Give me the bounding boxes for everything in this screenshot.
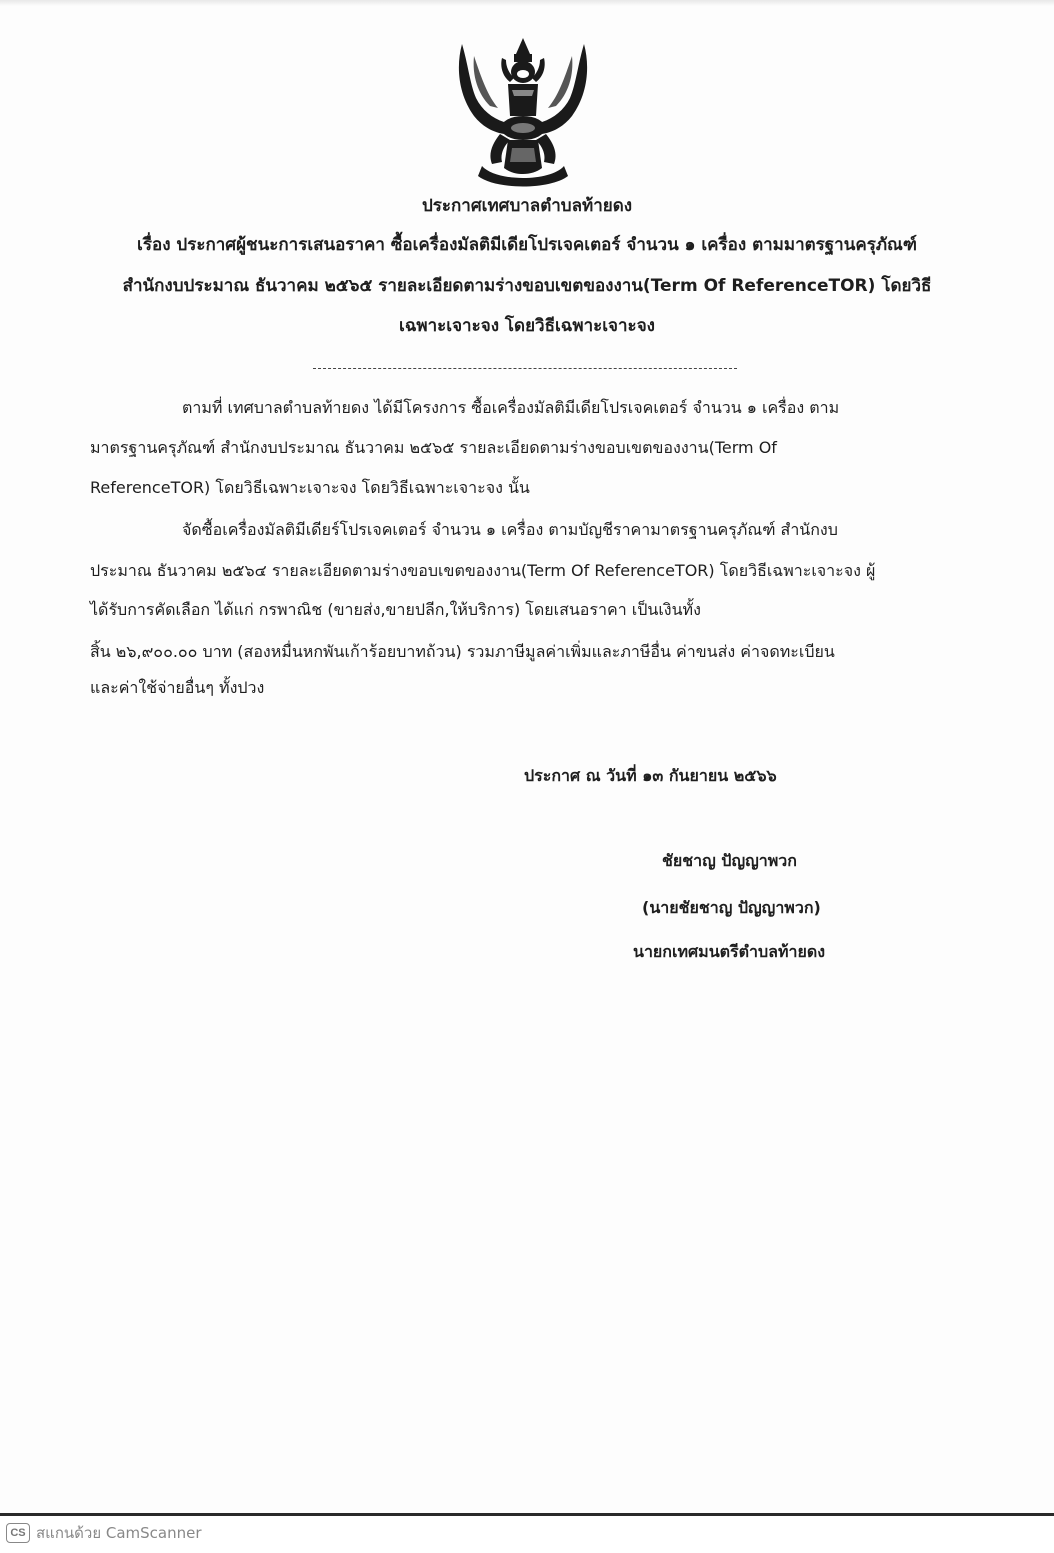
signature-name: ชัยชาญ ปัญญาพวก: [662, 851, 797, 870]
camscanner-logo-icon: CS: [6, 1523, 30, 1543]
camscanner-text: สแกนด้วย CamScanner: [36, 1524, 202, 1542]
paragraph-2-line-5: และค่าใช้จ่ายอื่นๆ ทั้งปวง: [90, 678, 265, 697]
announce-date: ประกาศ ณ วันที่ ๑๓ กันยายน ๒๕๖๖: [524, 766, 777, 785]
paragraph-1-line-3: ReferenceTOR) โดยวิธีเฉพาะเจาะจง โดยวิธีเฉพาะเจาะจง นั้น: [90, 478, 530, 497]
scan-bottom-edge: [0, 1513, 1054, 1516]
paragraph-2-line-3: ได้รับการคัดเลือก ได้แก่ กรพาณิช (ขายส่ง,ขายปลีก,ให้บริการ) โดยเสนอราคา เป็นเงินทั้ง: [90, 600, 701, 619]
scan-top-edge: [0, 0, 1054, 6]
dashed-divider: [313, 368, 737, 369]
subject-line-3: เฉพาะเจาะจง โดยวิธีเฉพาะเจาะจง: [399, 316, 655, 336]
paragraph-1-line-1: ตามที่ เทศบาลตำบลท้ายดง ได้มีโครงการ ซื้อเครื่องมัลติมีเดียโปรเจคเตอร์ จำนวน ๑ เครื่อง ตาม: [182, 398, 840, 417]
subject-line-1: เรื่อง ประกาศผู้ชนะการเสนอราคา ซื้อเครื่องมัลติมีเดียโปรเจคเตอร์ จำนวน ๑ เครื่อง ตามมาตรฐานครุภัณฑ์: [137, 235, 917, 255]
garuda-emblem-icon: [452, 36, 594, 190]
paragraph-2-line-1: จัดซื้อเครื่องมัลติมีเดียร์โปรเจคเตอร์ จำนวน ๑ เครื่อง ตามบัญชีราคามาตรฐานครุภัณฑ์ สำนักงบ: [182, 520, 838, 539]
camscanner-watermark: [6, 1522, 202, 1544]
subject-line-2: สำนักงบประมาณ ธันวาคม ๒๕๖๕ รายละเอียดตามร่างขอบเขตของงาน(Term Of ReferenceTOR) โดยวิธี: [122, 276, 932, 296]
signatory-position: นายกเทศมนตรีตำบลท้ายดง: [633, 942, 826, 961]
signatory-printed-name: (นายชัยชาญ ปัญญาพวก): [642, 898, 821, 917]
paragraph-2-line-2: ประมาณ ธันวาคม ๒๕๖๔ รายละเอียดตามร่างขอบเขตของงาน(Term Of ReferenceTOR) โดยวิธีเฉพาะเจาะจง ผู้: [90, 561, 876, 580]
announcement-title: ประกาศเทศบาลตำบลท้ายดง: [421, 196, 633, 216]
paragraph-2-line-4: สิ้น ๒๖,๙๐๐.๐๐ บาท (สองหมื่นหกพันเก้าร้อยบาทถ้วน) รวมภาษีมูลค่าเพิ่มและภาษีอื่น ค่าขนส่ง ค่าจดทะเบียน: [90, 642, 835, 661]
paragraph-1-line-2: มาตรฐานครุภัณฑ์ สำนักงบประมาณ ธันวาคม ๒๕๖๕ รายละเอียดตามร่างขอบเขตของงาน(Term Of: [90, 438, 777, 457]
